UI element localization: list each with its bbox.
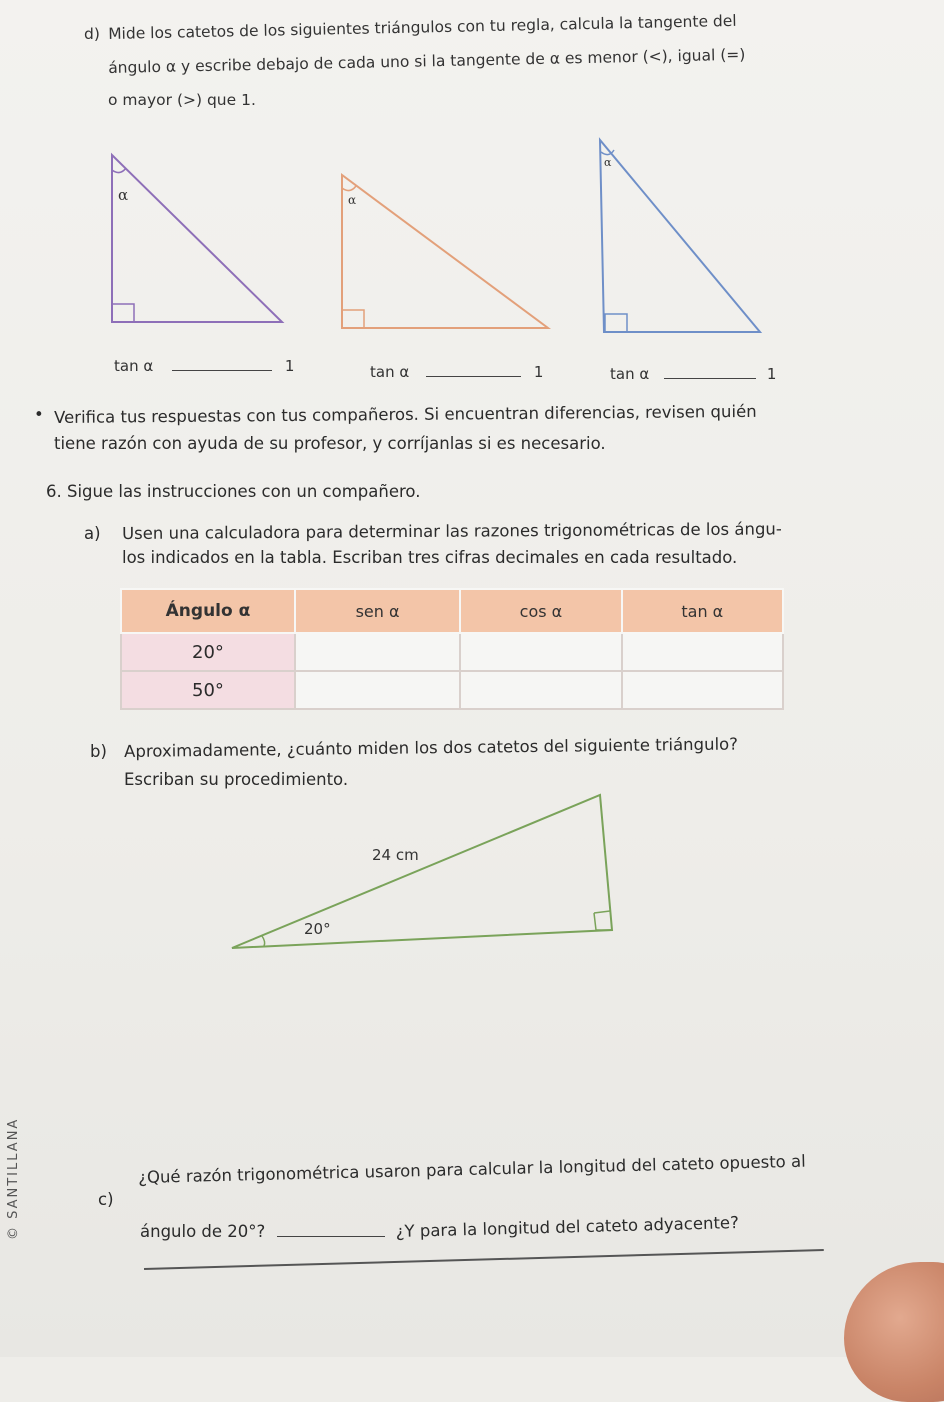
header-sen: sen α: [295, 589, 460, 633]
angle-cell: 50°: [121, 671, 295, 709]
triangle-1: [112, 155, 282, 322]
tan-label: tan α: [114, 357, 154, 375]
angle-20-label: 20°: [304, 920, 331, 938]
part-c-label: c): [98, 1190, 114, 1209]
header-angle: Ángulo α: [121, 589, 295, 633]
table-header-row: [121, 589, 783, 633]
tan-cell[interactable]: [622, 633, 783, 671]
triangle-2: [342, 175, 548, 328]
compare-value: 1: [766, 365, 777, 383]
part-a-label: a): [84, 524, 101, 543]
part-c-line2a: ángulo de 20°?: [140, 1222, 266, 1241]
sen-cell[interactable]: [295, 633, 460, 671]
hypotenuse-label: 24 cm: [372, 846, 419, 864]
trig-table: [120, 588, 784, 710]
triangle-2-tan-row: [370, 363, 543, 381]
verify-line1: Verifica tus respuestas con tus compañeros. Si encuentran diferencias, revisen quién: [54, 401, 757, 427]
triangle-2-answer-blank[interactable]: [426, 376, 521, 377]
part-d-line1: Mide los catetos de los siguientes triángulos con tu regla, calcula la tangente del: [108, 11, 737, 43]
table-row: [121, 671, 783, 709]
part-b-line2: Escriban su procedimiento.: [124, 770, 349, 789]
header-cos: cos α: [460, 589, 621, 633]
cos-cell[interactable]: [460, 633, 621, 671]
triangle-3-angle-label: α: [604, 156, 612, 169]
header-tan: tan α: [622, 589, 783, 633]
triangle-1-tan-row: [114, 357, 294, 375]
part-c-line2b: ¿Y para la longitud del cateto adyacente?: [395, 1213, 739, 1241]
triangle-2-angle-label: α: [348, 193, 357, 207]
part-c-line2: [140, 1213, 739, 1241]
section-6-title: 6. Sigue las instrucciones con un compañero.: [46, 482, 421, 501]
triangle-1-angle-label: α: [118, 186, 129, 204]
triangle-3: [600, 140, 760, 332]
table-row: [121, 633, 783, 671]
sen-cell[interactable]: [295, 671, 460, 709]
part-b-label: b): [90, 742, 107, 761]
compare-value: 1: [533, 363, 544, 381]
publisher-mark: © SANTILLANA: [6, 1117, 21, 1240]
tan-label: tan α: [370, 363, 410, 381]
part-d-line3: o mayor (>) que 1.: [108, 91, 256, 109]
triangle-3-answer-blank[interactable]: [664, 378, 756, 379]
cos-cell[interactable]: [460, 671, 621, 709]
angle-cell: 20°: [121, 633, 295, 671]
part-a-line2: los indicados en la tabla. Escriban tres cifras decimales en cada resultado.: [122, 548, 738, 567]
part-b-line1: Aproximadamente, ¿cuánto miden los dos catetos del siguiente triángulo?: [124, 734, 739, 761]
part-a-line1: Usen una calculadora para determinar las razones trigonométricas de los ángu-: [122, 519, 782, 543]
verify-line2: tiene razón con ayuda de su profesor, y corríjanlas si es necesario.: [54, 434, 606, 453]
compare-value: 1: [284, 357, 295, 375]
triangle-1-answer-blank[interactable]: [172, 370, 272, 371]
part-d-line2: ángulo α y escribe debajo de cada uno si la tangente de α es menor (<), igual (=): [108, 45, 746, 77]
verify-bullet: •: [34, 405, 44, 424]
triangle-b: [232, 795, 612, 948]
part-d-label: d): [84, 25, 100, 43]
triangle-3-tan-row: [610, 365, 776, 383]
tan-cell[interactable]: [622, 671, 783, 709]
answer-opposite-blank[interactable]: [277, 1236, 385, 1237]
tan-label: tan α: [610, 365, 650, 383]
part-c-line1: ¿Qué razón trigonométrica usaron para calcular la longitud del cateto opuesto al: [138, 1151, 806, 1187]
